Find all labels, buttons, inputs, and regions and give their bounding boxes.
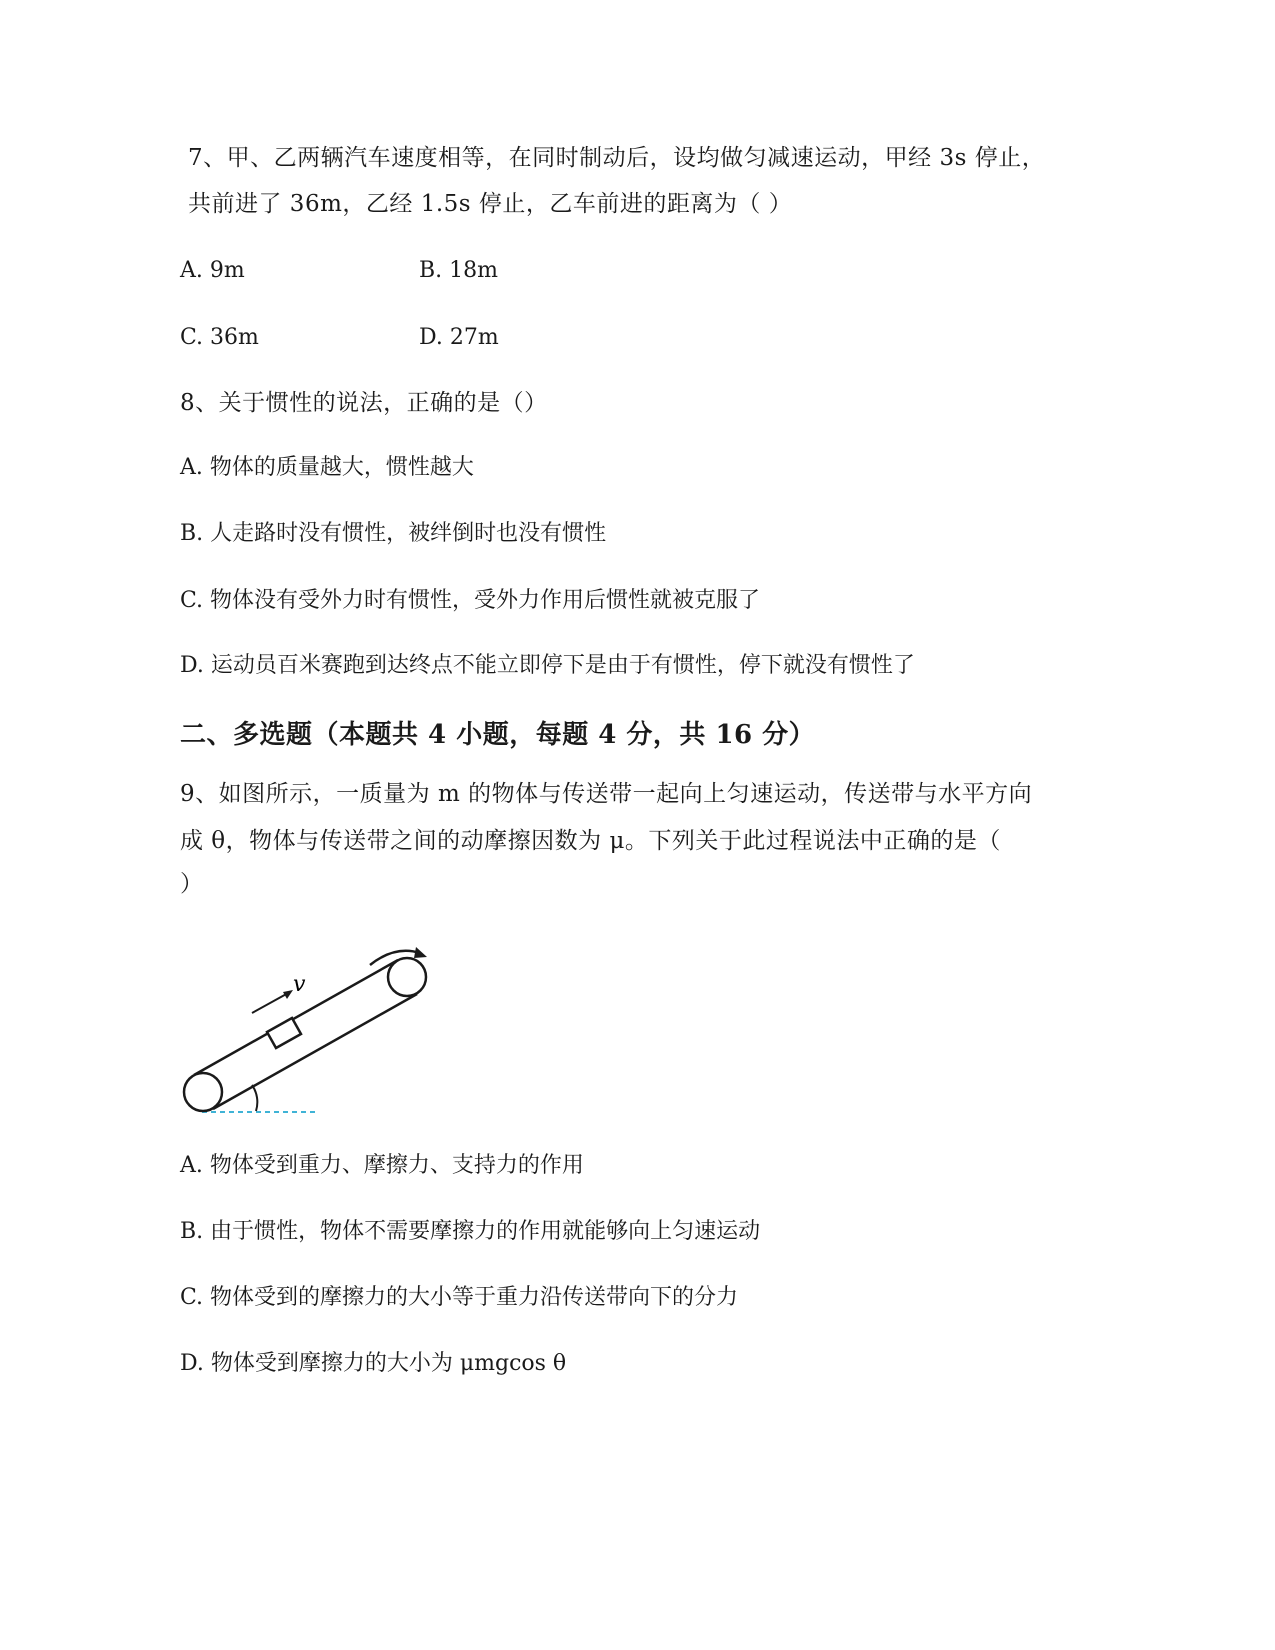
q9-option-a: A. 物体受到重力、摩擦力、支持力的作用 xyxy=(180,1153,584,1178)
q9-stem-line1: 9、如图所示，一质量为 m 的物体与传送带一起向上匀速运动，传送带与水平方向 xyxy=(180,781,1033,807)
bottom-pulley xyxy=(184,1073,222,1111)
velocity-arrowhead xyxy=(283,990,293,999)
q8-option-c: C. 物体没有受外力时有惯性，受外力作用后惯性就被克服了 xyxy=(180,588,761,613)
belt-lower-line xyxy=(213,994,417,1109)
q7-stem-line1: 7、甲、乙两辆汽车速度相等，在同时制动后，设均做匀减速运动，甲经 3s 停止， xyxy=(188,145,1046,171)
conveyor-belt-diagram xyxy=(180,972,440,1115)
q8-option-b: B. 人走路时没有惯性，被绊倒时也没有惯性 xyxy=(180,521,607,546)
q8-option-a: A. 物体的质量越大，惯性越大 xyxy=(180,455,474,480)
rotation-arrowhead xyxy=(414,947,427,958)
object-block xyxy=(267,1018,301,1048)
q9-option-d: D. 物体受到摩擦力的大小为 μmgcos θ xyxy=(180,1351,567,1376)
q9-option-b: B. 由于惯性，物体不需要摩擦力的作用就能够向上匀速运动 xyxy=(180,1219,761,1244)
q7-option-d: D. 27m xyxy=(419,325,499,350)
q8-stem: 8、关于惯性的说法，正确的是（） xyxy=(180,390,548,416)
velocity-label: v xyxy=(293,972,306,997)
q7-option-a: A. 9m xyxy=(180,258,245,283)
q9-stem-line2: 成 θ，物体与传送带之间的动摩擦因数为 μ。下列关于此过程说法中正确的是（ xyxy=(180,828,1001,854)
angle-arc xyxy=(252,1085,257,1111)
q7-option-b: B. 18m xyxy=(419,258,499,283)
section-2-heading: 二、多选题（本题共 4 小题，每题 4 分，共 16 分） xyxy=(180,720,816,750)
velocity-arrow xyxy=(252,992,290,1013)
q7-option-c: C. 36m xyxy=(180,325,259,350)
q8-option-d: D. 运动员百米赛跑到达终点不能立即停下是由于有惯性，停下就没有惯性了 xyxy=(180,653,915,678)
q9-option-c: C. 物体受到的摩擦力的大小等于重力沿传送带向下的分力 xyxy=(180,1285,739,1310)
q9-stem-line3: ） xyxy=(180,871,204,897)
q7-stem-line2: 共前进了 36m，乙经 1.5s 停止，乙车前进的距离为（ ） xyxy=(188,191,793,217)
